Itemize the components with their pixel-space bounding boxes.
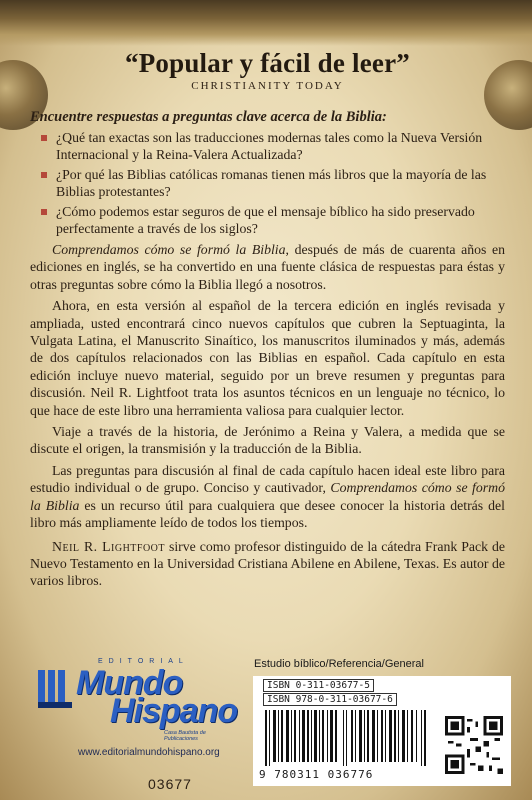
questions-list: [30, 129, 505, 237]
blurb-content: [30, 48, 505, 590]
book-title-italic: Comprendamos cómo se formó la Biblia: [52, 242, 286, 257]
questions-heading: Encuentre respuestas a preguntas clave acerca de la Biblia:: [30, 109, 387, 125]
paragraph-text: , después de más de cuarenta años en ediciones en inglés, se ha convertido en una fuente clásica de respuestas para éstas y otras preguntas sobre cómo la Biblia llegó a nosotros.: [30, 242, 505, 292]
publisher-emblem-icon: [36, 666, 74, 712]
question-item: ¿Qué tan exactas son las traducciones modernas tales como la Nueva Versión Internacional y la Reina-Valera Actualizada?: [56, 129, 505, 163]
author-bio-text: sirve como profesor distinguido de la cátedra Frank Pack de Nuevo Testamento en la Universidad Cristiana Abilene en Abilene, Texas. Es autor de varios libros.: [30, 538, 506, 589]
paragraph-text: Las preguntas para discusión al final de cada capítulo hacen ideal este libro para estudio individual o de grupo. Conciso y cautivador,: [30, 462, 505, 496]
paragraph-intro: [30, 241, 505, 293]
paragraph-study: [30, 462, 505, 532]
paragraph-history: Viaje a través de la historia, de Jerónimo a Reina y Valera, a medida que se discute el origen, la transmisión y la traducción de la Biblia.: [30, 424, 505, 457]
review-quote: “Popular y fácil de leer”: [125, 48, 410, 78]
publisher-logo: [36, 654, 236, 746]
qr-code-icon: [445, 716, 503, 774]
barcode-number: 9 780311 036776: [259, 768, 374, 781]
logo-word-mundo: Mundo: [76, 664, 183, 702]
isbn-13: ISBN 978-0-311-03677-6: [263, 693, 397, 706]
book-category: Estudio bíblico/Referencia/General: [254, 658, 424, 670]
book-title-italic: Comprendamos cómo se formó la Biblia: [30, 480, 505, 513]
publisher-website: www.editorialmundohispano.org: [78, 747, 220, 758]
question-item: ¿Cómo podemos estar seguros de que el mensaje bíblico ha sido preservado perfectamente a través de los siglos?: [56, 203, 505, 237]
question-item: ¿Por qué las Biblias católicas romanas tienen más libros que la mayoría de las Biblias protestantes?: [56, 166, 505, 200]
logo-word-hispano: Hispano: [110, 692, 238, 730]
isbn-10: ISBN 0-311-03677-5: [263, 679, 374, 692]
quote-source: CHRISTIANITY TODAY: [191, 80, 344, 92]
author-name: Neil R. Lightfoot: [52, 538, 166, 554]
barcode-image: [263, 710, 431, 766]
cover-footer: [0, 654, 532, 800]
logo-tagline: Casa Bautista de Publicaciones: [164, 730, 206, 742]
product-code: 03677: [148, 776, 192, 792]
barcode-panel: [253, 676, 511, 786]
ornate-frame-top: [0, 0, 532, 46]
logo-editorial-text: EDITORIAL: [98, 658, 189, 665]
author-bio: [30, 538, 505, 590]
paragraph-new-edition: Ahora, en esta versión al español de la tercera edición en inglés revisada y ampliada, usted encontrará cinco nuevos capítulos que cubren la Septuaginta, la Vulgata Latina, el Manuscrito Sinaítico, los manuscritos iluminados y más, además de dos capítulos relacionados con las Biblias en español. Cada capítulo en esta edición incluye nuevo material, seguido por un breve resumen y preguntas para discusión. Neil R. Lightfoot trata los asuntos técnicos en un lenguaje no técnico, lo que hace de este libro una herramienta valiosa para cualquier lector.: [30, 298, 505, 418]
paragraph-text: es un recurso útil para cualquiera que desee conocer la historia detrás del libro más ampliamente leído de todos los tiempos.: [30, 497, 505, 531]
